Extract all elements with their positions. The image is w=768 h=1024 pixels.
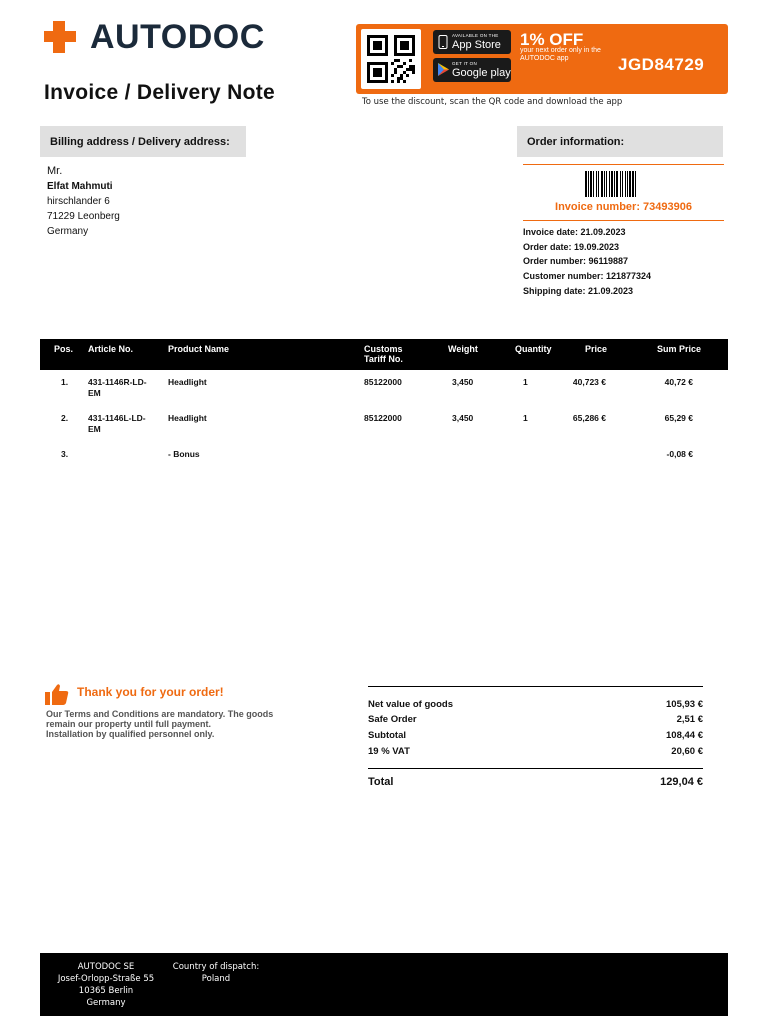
footer-street: Josef-Orlopp-Straße 55 (57, 974, 155, 984)
app-store-small: AVAILABLE ON THE (452, 33, 499, 38)
safe-value: 2,51 € (676, 714, 703, 725)
promo-percent: 1% OFF (520, 30, 584, 49)
col-product: Product Name (168, 344, 230, 354)
row-weight: 3,450 (452, 377, 474, 387)
qr-code-icon[interactable] (361, 29, 421, 89)
vat-row (368, 746, 703, 757)
row-product: - Bonus (168, 449, 200, 459)
col-customs-line2: Tariff No. (364, 354, 403, 364)
billing-address (47, 164, 120, 239)
col-sum: Sum Price (657, 344, 702, 354)
subtotal-value: 108,44 € (666, 730, 703, 741)
document-title: Invoice / Delivery Note (44, 81, 275, 104)
autodoc-logo (44, 20, 265, 54)
row-article (88, 377, 147, 399)
row-quantity: 1 (523, 377, 528, 387)
footer-country: Germany (86, 998, 126, 1008)
row-pos: 2. (61, 413, 69, 423)
app-store-button[interactable] (433, 30, 511, 54)
city: 71229 Leonberg (47, 211, 120, 222)
google-play-button[interactable] (433, 58, 511, 82)
terms-line: Our Terms and Conditions are mandatory. The goods (46, 709, 274, 719)
row-price: 65,286 € (572, 413, 606, 423)
customer-number: Customer number: 121877324 (523, 271, 652, 282)
street: hirschlander 6 (47, 196, 110, 207)
footer-company: AUTODOC SE (77, 962, 135, 972)
thumbs-up-icon (45, 683, 69, 705)
col-weight: Weight (448, 344, 478, 354)
totals-bottom-rule (368, 768, 703, 769)
row-price: 40,723 € (572, 377, 606, 387)
row-customs: 85122000 (364, 413, 402, 423)
row-article-line1: 431-1146L-LD- (88, 413, 146, 423)
totals-top-rule (368, 686, 703, 687)
footer (40, 953, 728, 1016)
shipping-date: Shipping date: 21.09.2023 (523, 285, 634, 296)
row-customs: 85122000 (364, 377, 402, 387)
row-weight: 3,450 (452, 413, 474, 423)
safe-order-row (368, 714, 703, 725)
footer-city: 10365 Berlin (78, 986, 134, 996)
row-sum: 65,29 € (664, 413, 693, 423)
order-details (523, 225, 651, 299)
net-value-row (368, 699, 703, 710)
subtotal-row (368, 730, 703, 741)
terms-text (46, 709, 296, 739)
net-value: 105,93 € (666, 699, 703, 710)
row-quantity: 1 (523, 413, 528, 423)
divider (523, 220, 724, 221)
total-value: 129,04 € (660, 776, 703, 788)
col-customs-line1: Customs (364, 344, 403, 354)
col-quantity: Quantity (515, 344, 552, 354)
phone-icon (438, 35, 448, 49)
net-label: Net value of goods (368, 699, 453, 710)
row-pos: 1. (61, 377, 69, 387)
invoice-date: Invoice date: 21.09.2023 (523, 227, 626, 237)
row-article-line2: EM (88, 388, 101, 398)
google-play-small: GET IT ON (452, 61, 478, 66)
row-sum: -0,08 € (666, 449, 693, 459)
thank-you-title: Thank you for your order! (77, 685, 224, 699)
col-price: Price (585, 344, 608, 354)
salutation: Mr. (47, 165, 63, 177)
dispatch-label: Country of dispatch: (172, 962, 260, 972)
col-pos: Pos. (54, 344, 74, 354)
items-table-header (40, 339, 728, 370)
row-pos: 3. (61, 449, 69, 459)
col-article: Article No. (88, 344, 134, 354)
invoice-number: Invoice number: 73493906 (555, 201, 692, 213)
order-number: Order number: 96119887 (523, 256, 629, 267)
country: Germany (47, 226, 89, 237)
row-article (88, 413, 146, 435)
order-date: Order date: 19.09.2023 (523, 241, 620, 252)
billing-heading: Billing address / Delivery address: (40, 126, 246, 157)
barcode-icon (585, 171, 661, 197)
row-product: Headlight (168, 413, 207, 423)
row-sum: 40,72 € (664, 377, 693, 387)
order-info-heading: Order information: (517, 126, 723, 157)
subtotal-label: Subtotal (368, 730, 406, 741)
promo-text: your next order only in the AUTODOC app (520, 47, 601, 62)
dispatch-value: Poland (201, 974, 231, 984)
total-label: Total (368, 776, 394, 788)
company-address (54, 961, 158, 1009)
vat-value: 20,60 € (671, 746, 703, 757)
brand-name: AUTODOC (90, 18, 265, 56)
dispatch-info (172, 961, 260, 985)
row-product: Headlight (168, 377, 207, 387)
promo-banner[interactable] (356, 24, 728, 94)
google-play-label: Google play (452, 67, 511, 79)
terms-line: remain our property until full payment. (46, 719, 212, 729)
safe-label: Safe Order (368, 714, 417, 725)
promo-code: JGD84729 (618, 55, 705, 74)
col-customs (364, 344, 403, 364)
customer-name: Elfat Mahmuti (47, 181, 113, 192)
row-article-line1: 431-1146R-LD- (88, 377, 147, 387)
terms-line: Installation by qualified personnel only. (46, 729, 215, 739)
total-row (368, 776, 703, 788)
vat-label: 19 % VAT (368, 746, 410, 757)
promo-note: To use the discount, scan the QR code and download the app (362, 97, 623, 107)
divider (523, 164, 724, 165)
autodoc-plus-icon (44, 21, 76, 53)
row-article-line2: EM (88, 424, 101, 434)
app-store-label: App Store (452, 39, 501, 51)
google-play-icon (438, 63, 449, 76)
